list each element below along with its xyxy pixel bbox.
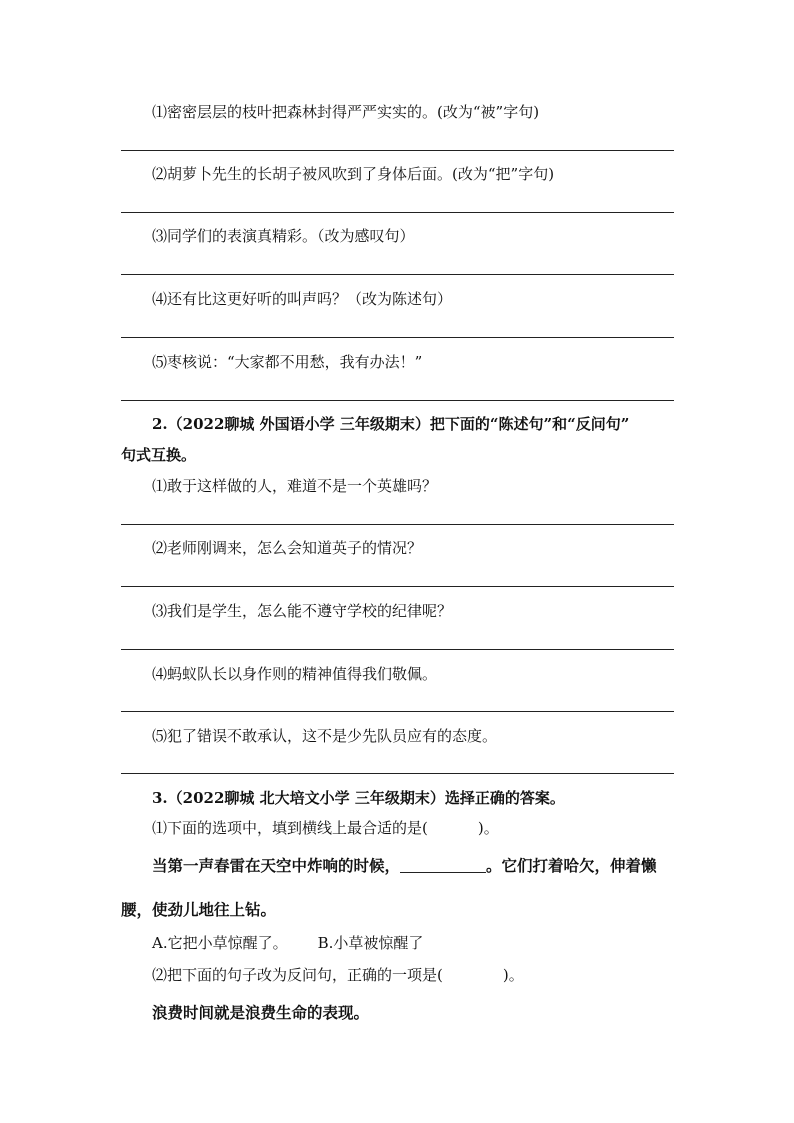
s3-q1-prompt-after: )。 [477, 819, 499, 837]
s1-item-5: ⑸枣核说：“大家都不用愁，我有办法！” [152, 353, 423, 371]
s2-item-4: ⑷蚂蚁队长以身作则的精神值得我们敬佩。 [152, 665, 438, 683]
s2-heading-line2: 句式互换。 [121, 446, 197, 464]
answer-line [121, 773, 674, 774]
s2-heading-line1: 2.（2022聊城 外国语小学 三年级期末）把下面的“陈述句”和“反问句” [152, 415, 630, 433]
answer-line [121, 212, 674, 213]
s3-q1-passage-after: 。它们打着哈欠，伸着懒 [486, 856, 657, 875]
s1-item-4: ⑷还有比这更好听的叫声吗？（改为陈述句） [152, 290, 453, 308]
s1-item-3: ⑶同学们的表演真精彩。（改为感叹句） [152, 227, 415, 245]
answer-line [121, 337, 674, 338]
option-b[interactable]: B.小草被惊醒了 [317, 934, 424, 952]
answer-line [121, 150, 674, 151]
answer-line [121, 524, 674, 525]
s1-item-1: ⑴密密层层的枝叶把森林封得严严实实的。(改为“被”字句) [152, 103, 540, 121]
answer-line [121, 274, 674, 275]
s3-q1-passage-line2: 腰，使劲儿地往上钻。 [121, 900, 277, 919]
answer-line [121, 400, 674, 401]
answer-line [121, 649, 674, 650]
s1-item-2: ⑵胡萝卜先生的长胡子被风吹到了身体后面。(改为“把”字句) [152, 165, 555, 183]
s2-item-2: ⑵老师刚调来，怎么会知道英子的情况？ [152, 539, 423, 557]
answer-line [121, 586, 674, 587]
s3-q1-passage-before: 当第一声春雷在天空中炸响的时候， [152, 856, 401, 875]
s3-q2-prompt-after: )。 [502, 966, 524, 984]
s2-item-1: ⑴敢于这样做的人，难道不是一个英雄吗？ [152, 477, 438, 495]
s3-q1-passage-line1 [152, 856, 657, 876]
answer-line [121, 711, 674, 712]
s3-q1-options [152, 933, 423, 953]
s3-q2-prompt-before: ⑵把下面的句子改为反问句，正确的一项是( [152, 966, 443, 984]
option-a[interactable]: A.它把小草惊醒了。 [152, 934, 288, 952]
s3-q2-sentence: 浪费时间就是浪费生命的表现。 [152, 1003, 370, 1022]
s3-q2-prompt [152, 965, 524, 985]
s3-heading: 3.（2022聊城 北大培文小学 三年级期末）选择正确的答案。 [152, 789, 565, 807]
s2-item-5: ⑸犯了错误不敢承认，这不是少先队员应有的态度。 [152, 727, 498, 745]
fill-in-blank[interactable] [400, 858, 486, 873]
s3-q1-prompt-before: ⑴下面的选项中，填到横线上最合适的是( [152, 819, 428, 837]
s2-item-3: ⑶我们是学生，怎么能不遵守学校的纪律呢？ [152, 602, 453, 620]
s3-q1-prompt [152, 818, 499, 838]
